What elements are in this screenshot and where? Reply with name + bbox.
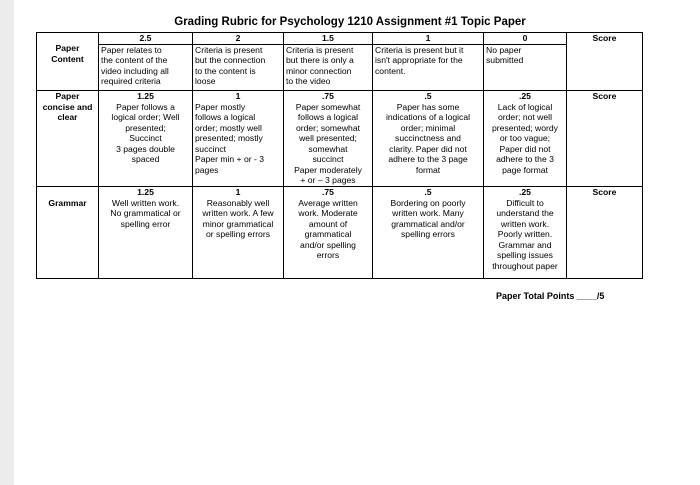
cell-content-1.5: 1.5 Criteria is present but there is only a minor connection to the video bbox=[284, 33, 373, 91]
rubric-row-content bbox=[37, 33, 643, 91]
points-label: .5 bbox=[424, 91, 432, 101]
points-label: 1.25 bbox=[137, 91, 154, 101]
points-label: 1 bbox=[235, 91, 241, 101]
criterion-content: Paper Content bbox=[37, 33, 99, 91]
cell-concise-0.75: .75 Paper somewhat follows a logical order; somewhat well presented; somewhat succinct Paper moderately + or – 3 pages bbox=[284, 91, 373, 187]
cell-concise-1: 1 Paper mostly follows a logical order; mostly well presented; mostly succinct Paper min + or - 3 pages bbox=[193, 91, 284, 187]
cell-content-1: 1 Criteria is present but it isn't appropriate for the content. bbox=[373, 33, 484, 91]
cell-grammar-0.25: .25 Difficult to understand the written work. Poorly written. Grammar and spelling issues throughout paper bbox=[484, 187, 567, 279]
page-edge-shadow bbox=[0, 0, 14, 485]
rubric-table bbox=[36, 32, 643, 279]
cell-grammar-0.75: .75 Average written work. Moderate amount of grammatical and/or spelling errors bbox=[284, 187, 373, 279]
points-label: 1.25 bbox=[137, 187, 154, 197]
cell-concise-0.5: .5 Paper has some indications of a logical order; minimal succinctness and clarity. Paper did not adhere to the 3 page format bbox=[373, 91, 484, 187]
cell-content-0: 0 No paper submitted bbox=[484, 33, 567, 91]
points-label: 0 bbox=[484, 33, 566, 45]
page-title: Grading Rubric for Psychology 1210 Assignment #1 Topic Paper bbox=[174, 16, 526, 28]
criterion-grammar: Grammar bbox=[37, 187, 99, 279]
paper-total-points: Paper Total Points ____/5 bbox=[496, 291, 605, 301]
cell-concise-1.25: 1.25 Paper follows a logical order; Well presented; Succinct 3 pages double spaced bbox=[99, 91, 193, 187]
cell-grammar-0.5: .5 Bordering on poorly written work. Many grammatical and/or spelling errors bbox=[373, 187, 484, 279]
cell-concise-0.25: .25 Lack of logical order; not well presented; wordy or too vague; Paper did not adhere to the 3 page format bbox=[484, 91, 567, 187]
rubric-row-grammar bbox=[37, 187, 643, 279]
cell-content-2.5: 2.5 Paper relates to the content of the video including all required criteria bbox=[99, 33, 193, 91]
criterion-concise: Paper concise and clear bbox=[37, 91, 99, 187]
points-label: .25 bbox=[519, 187, 531, 197]
points-label: 1.5 bbox=[284, 33, 372, 45]
points-label: 2 bbox=[193, 33, 283, 45]
points-label: .75 bbox=[322, 91, 334, 101]
score-cell-grammar: Score bbox=[567, 187, 643, 279]
score-cell-concise: Score bbox=[567, 91, 643, 187]
points-label: .75 bbox=[322, 187, 334, 197]
cell-grammar-1: 1 Reasonably well written work. A few minor grammatical or spelling errors bbox=[193, 187, 284, 279]
points-label: 2.5 bbox=[99, 33, 192, 45]
points-label: 1 bbox=[373, 33, 483, 45]
points-label: 1 bbox=[235, 187, 241, 197]
cell-grammar-1.25: 1.25 Well written work. No grammatical or spelling error bbox=[99, 187, 193, 279]
score-cell-content: Score bbox=[567, 33, 643, 91]
points-label: .5 bbox=[424, 187, 432, 197]
points-label: .25 bbox=[519, 91, 531, 101]
cell-content-2: 2 Criteria is present but the connection to the content is loose bbox=[193, 33, 284, 91]
rubric-row-concise bbox=[37, 91, 643, 187]
